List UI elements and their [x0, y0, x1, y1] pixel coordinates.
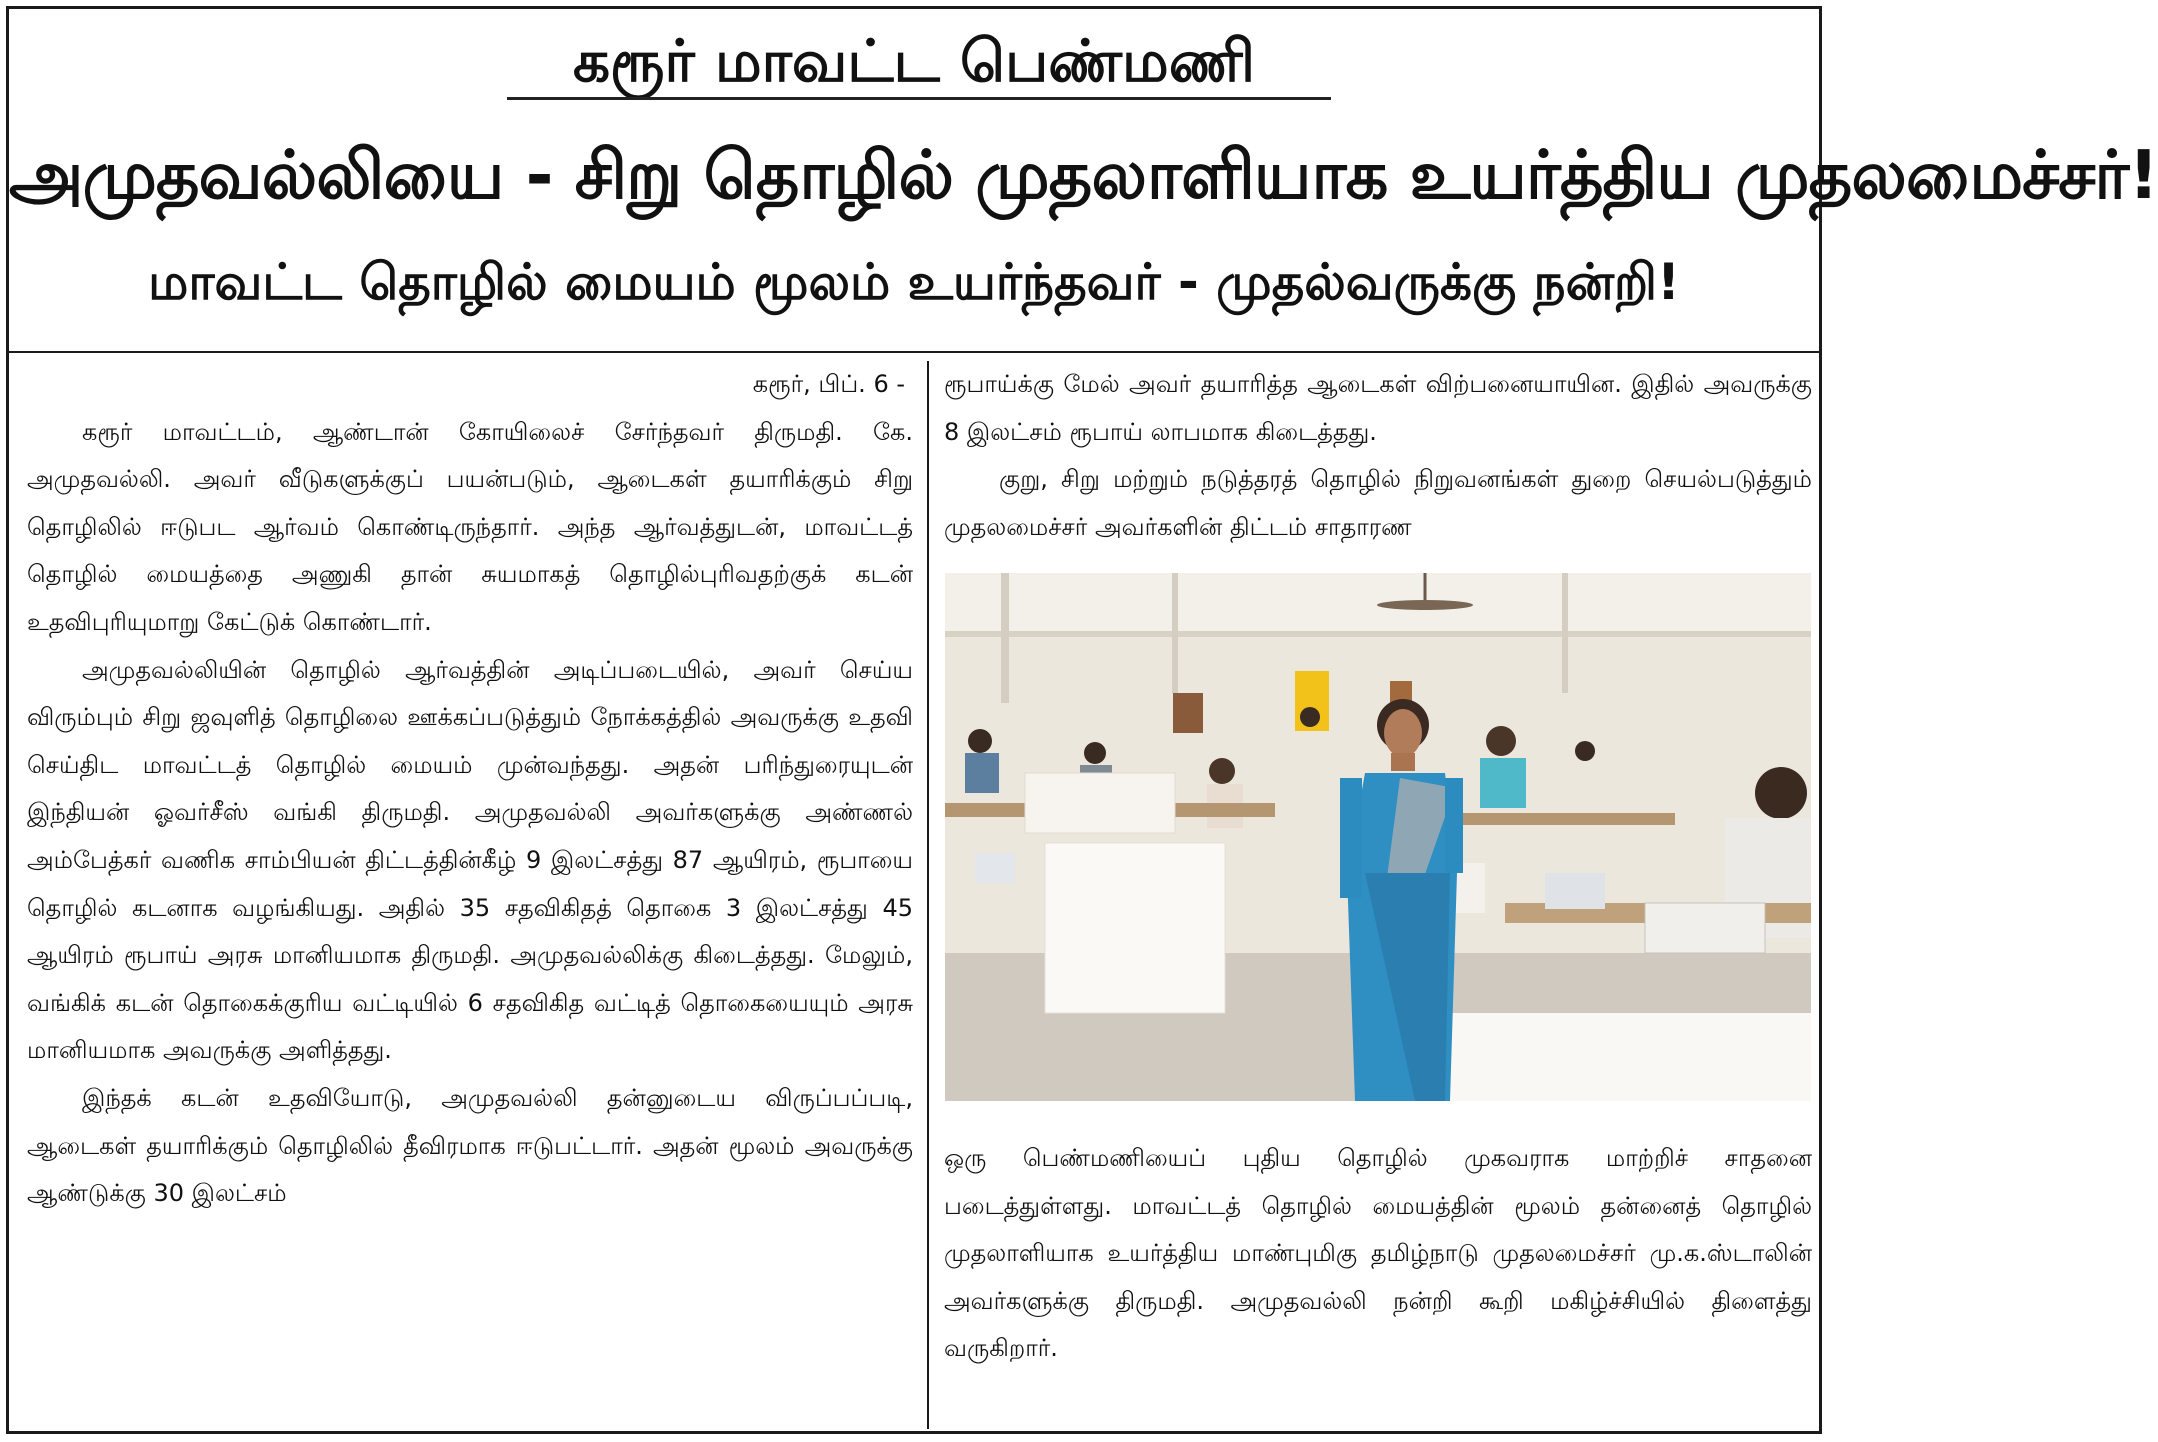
right-column-top [944, 361, 1812, 551]
body-paragraph-5: குறு, சிறு மற்றும் நடுத்தரத் தொழில் நிறுவனங்கள் துறை செயல்படுத்தும் முதலமைச்சர் அவர்களின் திட்டம் சாதாரண [944, 465, 1812, 541]
main-headline: அமுதவல்லியை - சிறு தொழில் முதலாளியாக உயர்த்திய முதலமைச்சர்! [9, 136, 2158, 214]
column-divider [927, 361, 929, 1429]
body-paragraph-1: கரூர் மாவட்டம், ஆண்டான் கோயிலைச் சேர்ந்தவர் திருமதி. கே. அமுதவல்லி. அவர் வீடுகளுக்குப் பயன்படும், ஆடைகள் தயாரிக்கும் சிறு தொழிலில் ஈடுபட ஆர்வம் கொண்டிருந்தார். அந்த ஆர்வத்துடன், மாவட்டத் தொழில் மையத்தை அணுகி தான் சுயமாகத் தொழில்புரிவதற்குக் கடன் உதவிபுரியுமாறு கேட்டுக் கொண்டார். [27, 417, 913, 636]
article-header [9, 9, 2158, 353]
body-paragraph-3: இந்தக் கடன் உதவியோடு, அமுதவல்லி தன்னுடைய விருப்பப்படி, ஆடைகள் தயாரிக்கும் தொழிலில் தீவிரமாக ஈடுபட்டார். அதன் மூலம் அவருக்கு ஆண்டுக்கு 30 இலட்சம் [27, 1083, 913, 1208]
dateline: கரூர், பிப். 6 - [752, 370, 905, 398]
body-paragraph-6: ஒரு பெண்மணியைப் புதிய தொழில் முகவராக மாற்றிச் சாதனை படைத்துள்ளது. மாவட்டத் தொழில் மையத்தின் மூலம் தன்னைத் தொழில் முதலாளியாக உயர்த்திய மாண்புமிகு தமிழ்நாடு முதலமைச்சர் மு.க.ஸ்டாலின் அவர்களுக்கு திருமதி. அமுதவல்லி நன்றி கூறி மகிழ்ச்சியில் திளைத்து வருகிறார். [944, 1144, 1812, 1363]
sub-headline: மாவட்ட தொழில் மையம் மூலம் உயர்ந்தவர் - முதல்வருக்கு நன்றி! [148, 253, 1680, 311]
garment-workshop-photo [945, 573, 1811, 1101]
kicker-underline [507, 97, 1331, 100]
right-column-bottom [944, 1135, 1812, 1373]
kicker-heading: கரூர் மாவட்ட பெண்மணி [572, 27, 1255, 95]
body-paragraph-4: ரூபாய்க்கு மேல் அவர் தயாரித்த ஆடைகள் விற்பனையாயின. இதில் அவருக்கு 8 இலட்சம் ரூபாய் லாபமாக கிடைத்தது. [944, 370, 1812, 446]
left-column [27, 361, 913, 1218]
newspaper-clipping [6, 6, 2158, 1434]
body-paragraph-2: அமுதவல்லியின் தொழில் ஆர்வத்தின் அடிப்படையில், அவர் செய்ய விரும்பும் சிறு ஜவுளித் தொழிலை ஊக்கப்படுத்தும் நோக்கத்தில் அவருக்கு உதவி செய்திட மாவட்டத் தொழில் மையம் முன்வந்தது. அதன் பரிந்துரையுடன் இந்தியன் ஓவர்சீஸ் வங்கி திருமதி. அமுதவல்லி அவர்களுக்கு அண்ணல் அம்பேத்கர் வணிக சாம்பியன் திட்டத்தின்கீழ் 9 இலட்சத்து 87 ஆயிரம், ரூபாயை தொழில் கடனாக வழங்கியது. அதில் 35 சதவிகிதத் தொகை 3 இலட்சத்து 45 ஆயிரம் ரூபாய் அரசு மானியமாக திருமதி. அமுதவல்லிக்கு கிடைத்தது. மேலும், வங்கிக் கடன் தொகைக்குரிய வட்டியில் 6 சதவிகித வட்டித் தொகையையும் அரசு மானியமாக அவருக்கு அளித்தது. [27, 655, 913, 1065]
